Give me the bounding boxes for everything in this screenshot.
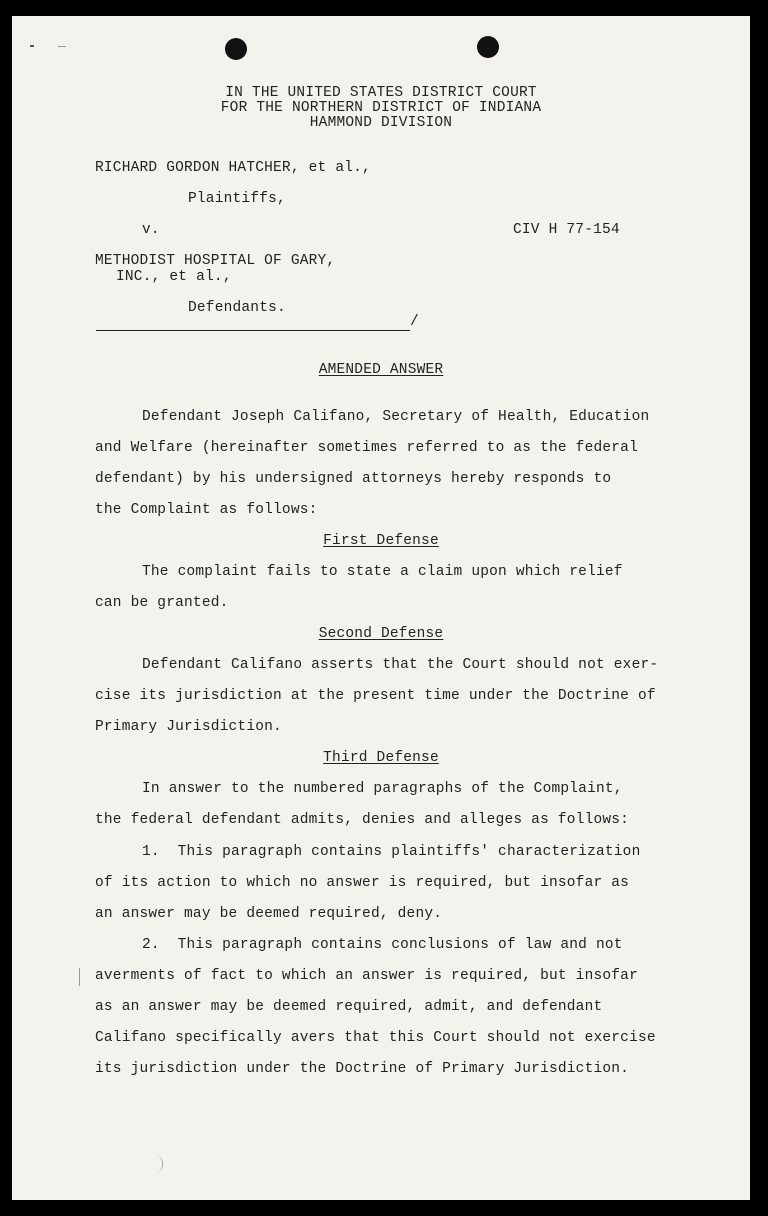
intro-line: Defendant Joseph Califano, Secretary of Health, Education [142,409,650,425]
case-number: CIV H 77-154 [513,222,620,238]
third-defense-line: the federal defendant admits, denies and alleges as follows: [95,812,630,828]
scan-speck [30,45,34,47]
intro-line: and Welfare (hereinafter sometimes referred to as the federal [95,440,638,456]
defendant-role: Defendants. [188,300,286,316]
paragraph-2-line: Califano specifically avers that this Court should not exercise [95,1030,656,1046]
punch-hole-right [477,36,499,58]
plaintiff-name: RICHARD GORDON HATCHER, et al., [95,160,371,176]
paragraph-1-line: of its action to which no answer is required, but insofar as [95,875,630,891]
paragraph-2-line: as an answer may be deemed required, admit, and defendant [95,999,603,1015]
punch-hole-left [225,38,247,60]
court-division-line: HAMMOND DIVISION [309,115,453,131]
margin-mark [79,968,80,986]
plaintiff-role: Plaintiffs, [188,191,286,207]
scan-speck [58,46,66,47]
second-defense-line: Primary Jurisdiction. [95,719,282,735]
versus: v. [142,222,160,238]
defendant-name-line2: INC., et al., [116,269,232,285]
paragraph-2-line: 2. This paragraph contains conclusions of law and not [142,937,623,953]
second-defense-heading: Second Defense [318,626,444,642]
caption-rule [96,330,410,331]
document-title: AMENDED ANSWER [318,362,444,378]
paragraph-1-line: an answer may be deemed required, deny. [95,906,443,922]
second-defense-line: Defendant Califano asserts that the Court should not exer- [142,657,659,673]
scan-mark [156,1156,163,1172]
first-defense-line: The complaint fails to state a claim upon which relief [142,564,623,580]
document-page [12,16,750,1200]
third-defense-heading: Third Defense [323,750,439,766]
first-defense-line: can be granted. [95,595,229,611]
caption-slash: / [410,314,419,330]
intro-line: the Complaint as follows: [95,502,318,518]
paragraph-2-line: averments of fact to which an answer is required, but insofar [95,968,638,984]
paragraph-2-line: its jurisdiction under the Doctrine of Primary Jurisdiction. [95,1061,630,1077]
intro-line: defendant) by his undersigned attorneys hereby responds to [95,471,612,487]
paragraph-1-line: 1. This paragraph contains plaintiffs' characterization [142,844,641,860]
court-district-line: FOR THE NORTHERN DISTRICT OF INDIANA [220,100,542,116]
second-defense-line: cise its jurisdiction at the present time under the Doctrine of [95,688,656,704]
defendant-name-line1: METHODIST HOSPITAL OF GARY, [95,253,336,269]
court-name-line: IN THE UNITED STATES DISTRICT COURT [225,85,537,101]
third-defense-line: In answer to the numbered paragraphs of the Complaint, [142,781,623,797]
first-defense-heading: First Defense [323,533,439,549]
